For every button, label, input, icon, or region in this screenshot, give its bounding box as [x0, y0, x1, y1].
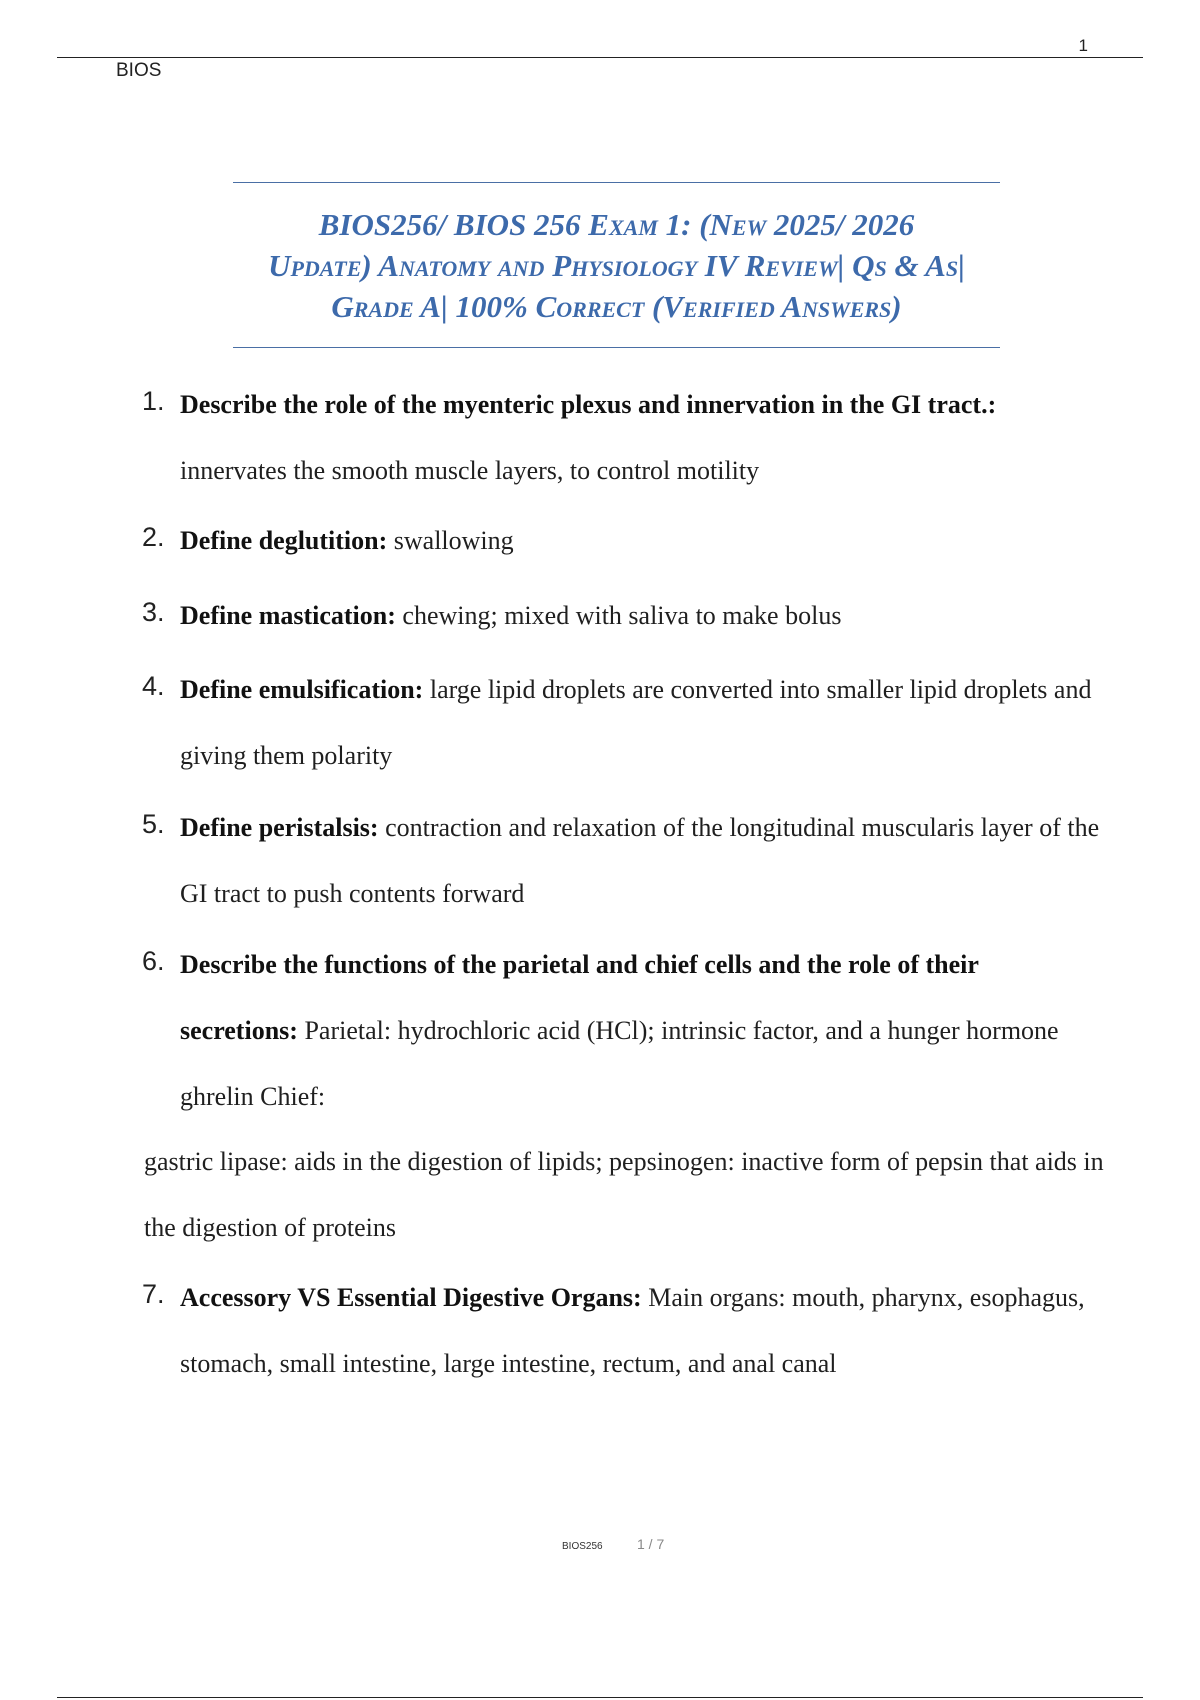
question-text: Define peristalsis: — [180, 813, 386, 842]
page-number: 1 — [1078, 36, 1088, 55]
answer-text: contraction and relaxation of the longitudinal muscularis layer of the GI tract to push contents forward — [180, 813, 1100, 908]
question-number: 5. — [142, 809, 165, 839]
question-item-5 — [142, 795, 1100, 927]
answer-text: chewing; mixed with saliva to make bolus — [402, 601, 842, 630]
footer-rule — [57, 1697, 1143, 1698]
title-line: Grade A| 100% Correct (Verified Answers) — [331, 288, 902, 324]
document-title — [233, 182, 1000, 348]
page-indicator: 1 / 7 — [637, 1536, 665, 1552]
header-rule — [57, 57, 1143, 58]
title-line: BIOS256/ BIOS 256 Exam 1: (New 2025/ 2026 — [318, 206, 915, 242]
question-item-2 — [142, 508, 1100, 574]
answer-text: swallowing — [393, 526, 514, 555]
question-number: 1. — [142, 386, 165, 416]
question-number: 3. — [142, 597, 165, 627]
answer-text: Parietal: hydrochloric acid (HCl); intrinsic factor, and a hunger hormone ghrelin Chief: — [180, 1016, 1059, 1111]
question-text: Accessory VS Essential Digestive Organs: — [180, 1283, 649, 1312]
running-head: BIOS — [116, 60, 162, 81]
question-text: Describe the functions of the parietal and chief cells and the role of their secretions: — [180, 950, 979, 1045]
question-number: 4. — [142, 671, 165, 701]
continuation-paragraph: gastric lipase: aids in the digestion of lipids; pepsinogen: inactive form of pepsin that aids in the digestion of proteins — [144, 1147, 1104, 1242]
question-item-4 — [142, 657, 1100, 789]
question-text: Describe the role of the myenteric plexus and innervation in the GI tract.: — [180, 390, 997, 419]
question-number: 7. — [142, 1279, 165, 1309]
answer-text: Main organs: mouth, pharynx, esophagus, stomach, small intestine, large intestine, rectum, and anal canal — [180, 1283, 1085, 1378]
title-line: Update) Anatomy and Physiology IV Review| Qs & As| — [268, 247, 965, 283]
question-text: Define deglutition: — [180, 526, 394, 555]
question-item-3 — [142, 583, 1100, 649]
question-text: Define emulsification: — [180, 675, 430, 704]
question-number: 2. — [142, 522, 165, 552]
answer-text: innervates the smooth muscle layers, to control motility — [180, 456, 760, 485]
question-item-7 — [142, 1265, 1100, 1397]
question-item-6 — [142, 932, 1100, 1130]
question-item-1 — [142, 372, 1100, 504]
question-text: Define mastication: — [180, 601, 403, 630]
footer-doc-label: BIOS256 — [562, 1541, 603, 1552]
answer-text: large lipid droplets are converted into smaller lipid droplets and giving them polarity — [180, 675, 1092, 770]
question-number: 6. — [142, 946, 165, 976]
